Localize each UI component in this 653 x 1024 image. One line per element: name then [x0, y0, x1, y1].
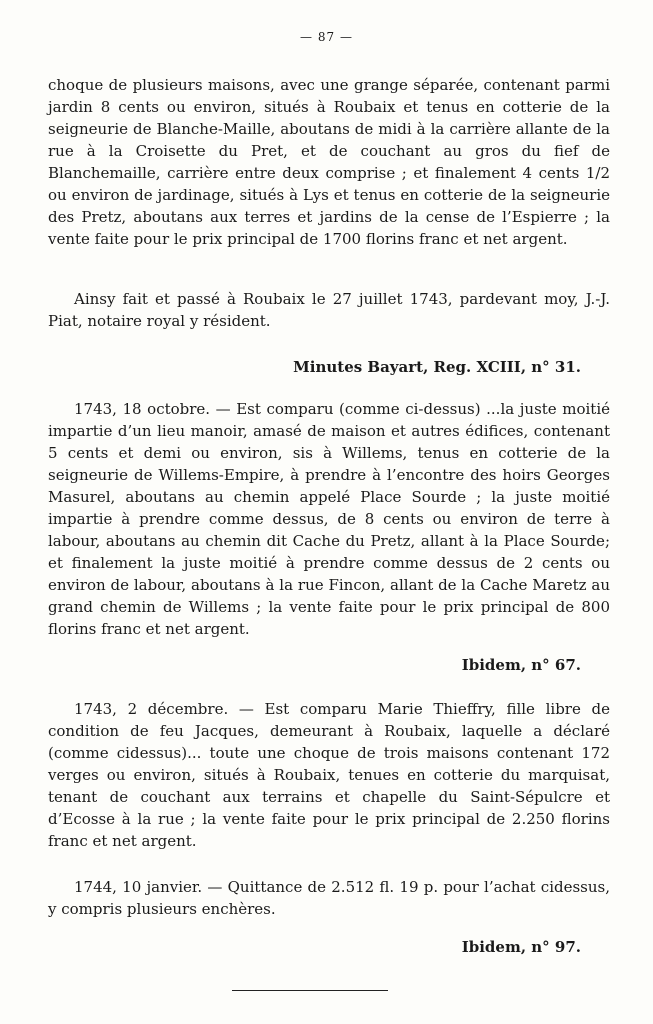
- source-reference: Ibidem, n° 67.: [461, 656, 581, 674]
- source-reference: Ibidem, n° 97.: [461, 938, 581, 956]
- entry-text: 1744, 10 janvier. — Quittance de 2.512 fl. 19 p. pour l’achat cidessus, y compris plusieurs enchères.: [48, 878, 610, 918]
- paragraph-text: Ainsy fait et passé à Roubaix le 27 juillet 1743, pardevant moy, J.-J. Piat, notaire royal y résident.: [48, 290, 610, 330]
- page-number: — 87 —: [300, 30, 353, 44]
- source-reference: Minutes Bayart, Reg. XCIII, n° 31.: [293, 358, 581, 376]
- paragraph-text: choque de plusieurs maisons, avec une grange séparée, contenant parmi jardin 8 cents ou environ, situés à Roubaix et tenus en cotterie de la seigneurie de Blanche-Maille, aboutans de midi à la carrière allante de la rue à la Croisette du Pret, et de couchant au gros du fief de Blanchemaille, carrière entre deux comprise ; et finalement 4 cents 1/2 ou environ de jardinage, situés à Lys et tenus en cotterie de la seigneurie des Pretz, aboutans aux terres et jardins de la cense de l’Espierre ; la vente faite pour le prix principal de 1700 florins franc et net argent.: [48, 76, 610, 248]
- entry-1743-december: [48, 698, 610, 852]
- entry-text: 1743, 2 décembre. — Est comparu Marie Thieffry, fille libre de condition de feu Jacques, demeurant à Roubaix, laquelle a déclaré (comme cidessus)... toute une choque de trois maisons contenant 172 verges ou environ, situés à Roubaix, tenues en cotterie du marquisat, tenant de couchant aux terrains et chapelle du Saint-Sépulcre et d’Ecosse à la rue ; la vente faite pour le prix principal de 2.250 florins franc et net argent.: [48, 700, 610, 850]
- entry-text: 1743, 18 octobre. — Est comparu (comme ci-dessus) ...la juste moitié impartie d’un lieu manoir, amasé de maison et autres édifices, contenant 5 cents et demi ou environ, sis à Willems, tenus en cotterie de la seigneurie de Willems-Empire, à prendre à l’encontre des hoirs Georges Masurel, aboutans au chemin appelé Place Sourde ; la juste moitié impartie à prendre comme dessus, de 8 cents ou environ de terre à labour, aboutans au chemin dit Cache du Pretz, allant à la Place Sourde; et finalement la juste moitié à prendre comme dessus de 2 cents ou environ de labour, aboutans à la rue Fincon, allant de la Cache Maretz au grand chemin de Willems ; la vente faite pour le prix principal de 800 florins franc et net argent.: [48, 400, 610, 638]
- paragraph-continuation: [48, 74, 610, 250]
- entry-1743-october: [48, 398, 610, 640]
- paragraph-signature: [48, 288, 610, 332]
- entry-1744-january: [48, 876, 610, 920]
- end-rule: [232, 990, 388, 991]
